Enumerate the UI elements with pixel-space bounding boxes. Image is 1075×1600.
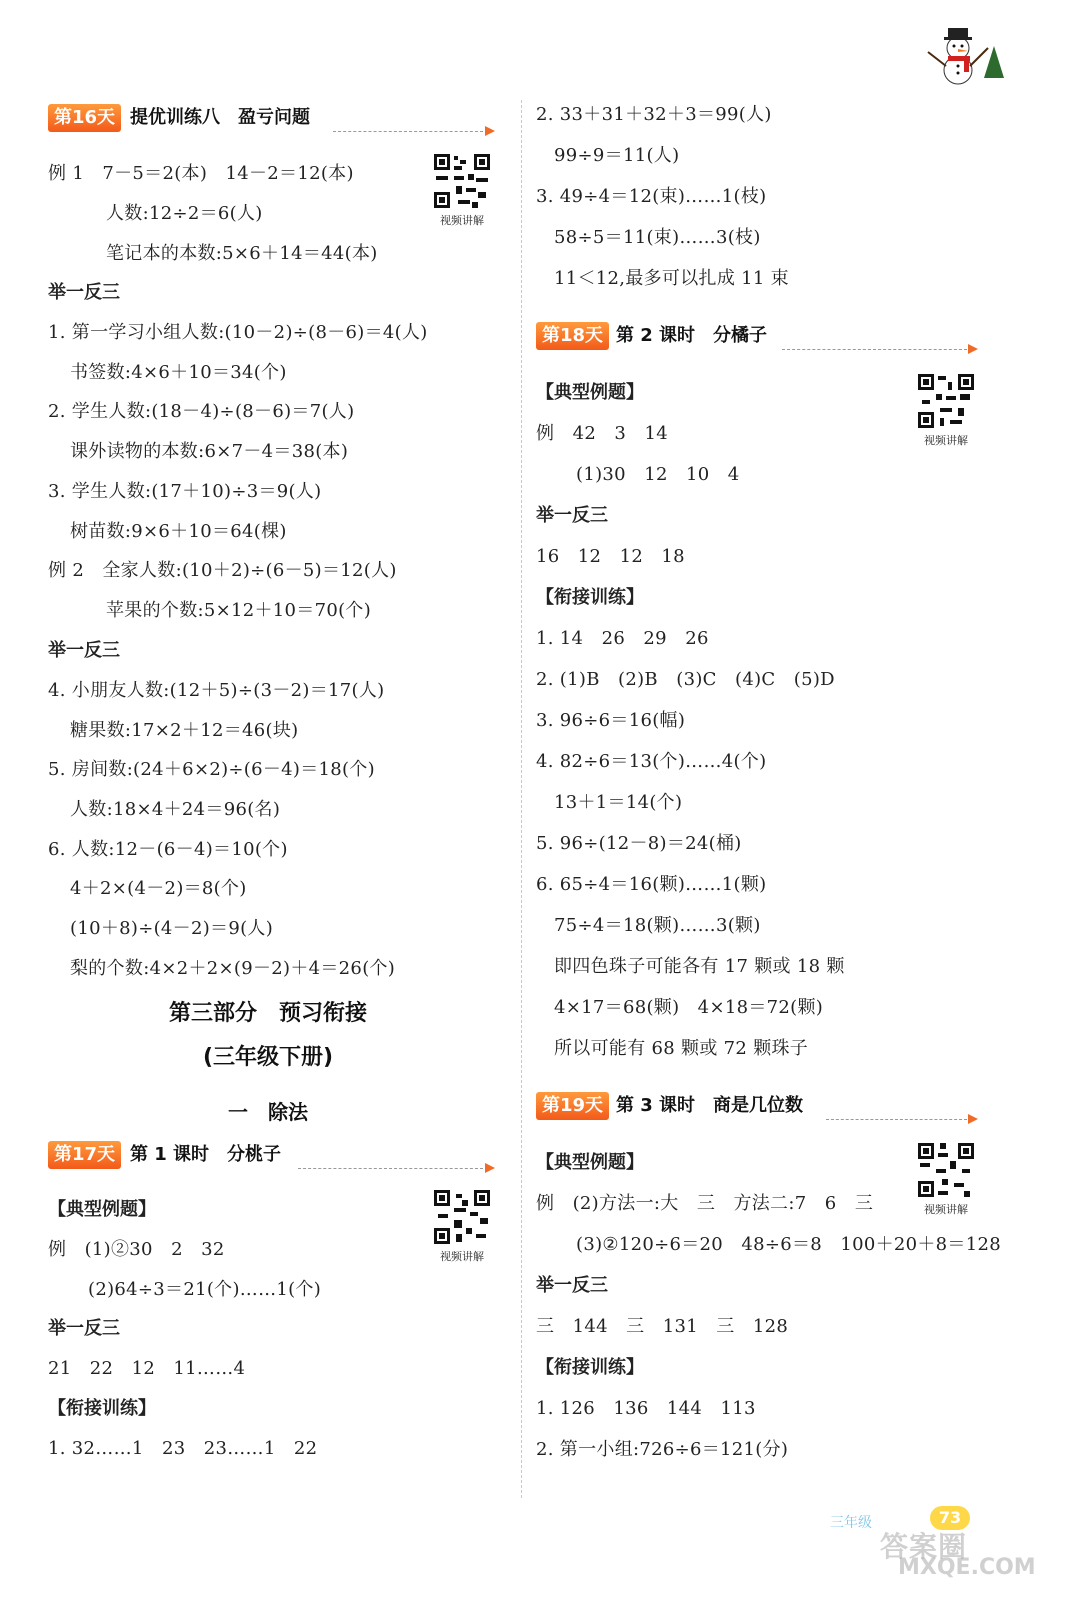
snowman-decoration: [918, 18, 1008, 92]
answer-line: (10＋8)÷(4－2)＝9(人): [70, 918, 274, 939]
answer-line: 5. 96÷(12－8)＝24(桶): [536, 833, 742, 854]
answer-line: 2. (1)B (2)B (3)C (4)C (5)D: [536, 669, 835, 690]
subsection-heading: 【典型例题】: [48, 1199, 156, 1220]
section-title: 第 2 课时 分橘子: [616, 325, 768, 346]
part-title: 第三部分 预习衔接: [168, 1001, 367, 1026]
answer-line: 13＋1＝14(个): [554, 792, 683, 813]
answer-line: 3. 49÷4＝12(束)……1(枝): [536, 186, 767, 207]
subsection-heading: 举一反三: [536, 505, 608, 526]
subsection-heading: 举一反三: [48, 282, 120, 303]
header-arrow-icon: [968, 1114, 978, 1124]
answer-line: (2)64÷3＝21(个)……1(个): [88, 1279, 322, 1300]
answer-line: 11＜12,最多可以扎成 11 束: [554, 268, 789, 289]
answer-line: 1. 第一学习小组人数:(10－2)÷(8－6)＝4(人): [48, 322, 428, 343]
answer-line: 即四色珠子可能各有 17 颗或 18 颗: [554, 956, 845, 977]
answer-line: 2. 第一小组:726÷6＝121(分): [536, 1439, 789, 1460]
answer-line: (1)30 12 10 4: [576, 464, 740, 485]
qr-code-video[interactable]: [432, 1188, 492, 1264]
watermark-url: MXQE.COM: [898, 1555, 1036, 1580]
answer-line: 2. 学生人数:(18－4)÷(8－6)＝7(人): [48, 401, 355, 422]
header-arrow-icon: [968, 344, 978, 354]
header-rule: [333, 131, 483, 132]
part-subtitle: (三年级下册): [202, 1045, 334, 1070]
answer-line: 例 1 7－5＝2(本) 14－2＝12(本): [48, 163, 354, 184]
answer-line: 6. 人数:12－(6－4)＝10(个): [48, 839, 288, 860]
answer-line: 4×17＝68(颗) 4×18＝72(颗): [554, 997, 824, 1018]
answer-line: 例 (2)方法一:大 三 方法二:7 6 三: [536, 1193, 874, 1214]
day-badge: 第17天: [48, 1141, 121, 1169]
qr-code-icon: [432, 152, 492, 210]
answer-line: 6. 65÷4＝16(颗)……1(颗): [536, 874, 767, 895]
answer-line: 笔记本的本数:5×6＋14＝44(本): [106, 243, 378, 264]
answer-line: 人数:18×4＋24＝96(名): [70, 799, 281, 820]
answer-line: 4＋2×(4－2)＝8(个): [70, 878, 247, 899]
answer-line: 21 22 12 11……4: [48, 1358, 246, 1379]
answer-line: 99÷9＝11(人): [554, 145, 680, 166]
answer-line: 例 42 3 14: [536, 423, 668, 444]
answer-line: 例 2 全家人数:(10＋2)÷(6－5)＝12(人): [48, 560, 397, 581]
answer-line: (3)②120÷6＝20 48÷6＝8 100＋20＋8＝128: [576, 1234, 1001, 1255]
column-divider: [521, 100, 522, 1498]
qr-label: 视频讲解: [924, 434, 968, 447]
answer-line: 3. 96÷6＝16(幅): [536, 710, 686, 731]
footer-grade: 三年级: [830, 1515, 872, 1531]
watermark-logo: 答案圈: [880, 1530, 968, 1563]
answer-line: 5. 房间数:(24＋6×2)÷(6－4)＝18(个): [48, 759, 375, 780]
day-badge: 第18天: [536, 322, 609, 350]
header-arrow-icon: [485, 1163, 495, 1173]
subsection-heading: 举一反三: [48, 640, 120, 661]
subsection-heading: 举一反三: [536, 1275, 608, 1296]
section-header-day19: [536, 1092, 986, 1124]
qr-code-icon: [432, 1188, 492, 1246]
subsection-heading: 【衔接训练】: [536, 1357, 644, 1378]
answer-line: 4. 小朋友人数:(12＋5)÷(3－2)＝17(人): [48, 680, 385, 701]
qr-code-video[interactable]: [432, 152, 492, 228]
answer-line: 树苗数:9×6＋10＝64(棵): [70, 521, 287, 542]
section-header-day18: [536, 322, 986, 354]
qr-label: 视频讲解: [440, 1250, 484, 1263]
answer-line: 三 144 三 131 三 128: [536, 1316, 789, 1337]
header-arrow-icon: [485, 126, 495, 136]
answer-line: 1. 126 136 144 113: [536, 1398, 756, 1419]
day-badge: 第16天: [48, 104, 121, 132]
qr-code-video[interactable]: [916, 1141, 976, 1217]
subsection-heading: 【典型例题】: [536, 382, 644, 403]
day-badge: 第19天: [536, 1092, 609, 1120]
answer-line: 苹果的个数:5×12＋10＝70(个): [106, 600, 372, 621]
answer-line: 58÷5＝11(束)……3(枝): [554, 227, 761, 248]
header-rule: [826, 1119, 967, 1120]
page-number: 73: [930, 1506, 970, 1530]
subsection-heading: 【衔接训练】: [48, 1398, 156, 1419]
answer-line: 2. 33＋31＋32＋3＝99(人): [536, 104, 772, 125]
qr-code-icon: [916, 1141, 976, 1199]
answer-line: 例 (1)②30 2 32: [48, 1239, 225, 1260]
unit-title: 一 除法: [228, 1100, 308, 1124]
header-rule: [298, 1168, 483, 1169]
answer-line: 75÷4＝18(颗)……3(颗): [554, 915, 761, 936]
answer-line: 1. 14 26 29 26: [536, 628, 709, 649]
answer-line: 糖果数:17×2＋12＝46(块): [70, 720, 299, 741]
answer-line: 3. 学生人数:(17＋10)÷3＝9(人): [48, 481, 322, 502]
section-header-day16: [48, 104, 498, 136]
subsection-heading: 举一反三: [48, 1318, 120, 1339]
answer-line: 人数:12÷2＝6(人): [106, 203, 263, 224]
section-title: 第 3 课时 商是几位数: [616, 1095, 804, 1116]
answer-line: 所以可能有 68 颗或 72 颗珠子: [554, 1038, 809, 1059]
answer-line: 4. 82÷6＝13(个)……4(个): [536, 751, 767, 772]
answer-line: 书签数:4×6＋10＝34(个): [70, 362, 287, 383]
subsection-heading: 【衔接训练】: [536, 587, 644, 608]
section-header-day17: [48, 1141, 498, 1173]
answer-line: 课外读物的本数:6×7－4＝38(本): [70, 441, 349, 462]
answer-line: 1. 32……1 23 23……1 22: [48, 1438, 318, 1459]
section-title: 第 1 课时 分桃子: [130, 1144, 282, 1165]
header-rule: [782, 349, 967, 350]
qr-label: 视频讲解: [924, 1203, 968, 1216]
qr-code-icon: [916, 372, 976, 430]
qr-code-video[interactable]: [916, 372, 976, 448]
section-title: 提优训练八 盈亏问题: [130, 107, 310, 128]
answer-line: 16 12 12 18: [536, 546, 685, 567]
answer-line: 梨的个数:4×2＋2×(9－2)＋4＝26(个): [70, 958, 396, 979]
subsection-heading: 【典型例题】: [536, 1152, 644, 1173]
qr-label: 视频讲解: [440, 214, 484, 227]
